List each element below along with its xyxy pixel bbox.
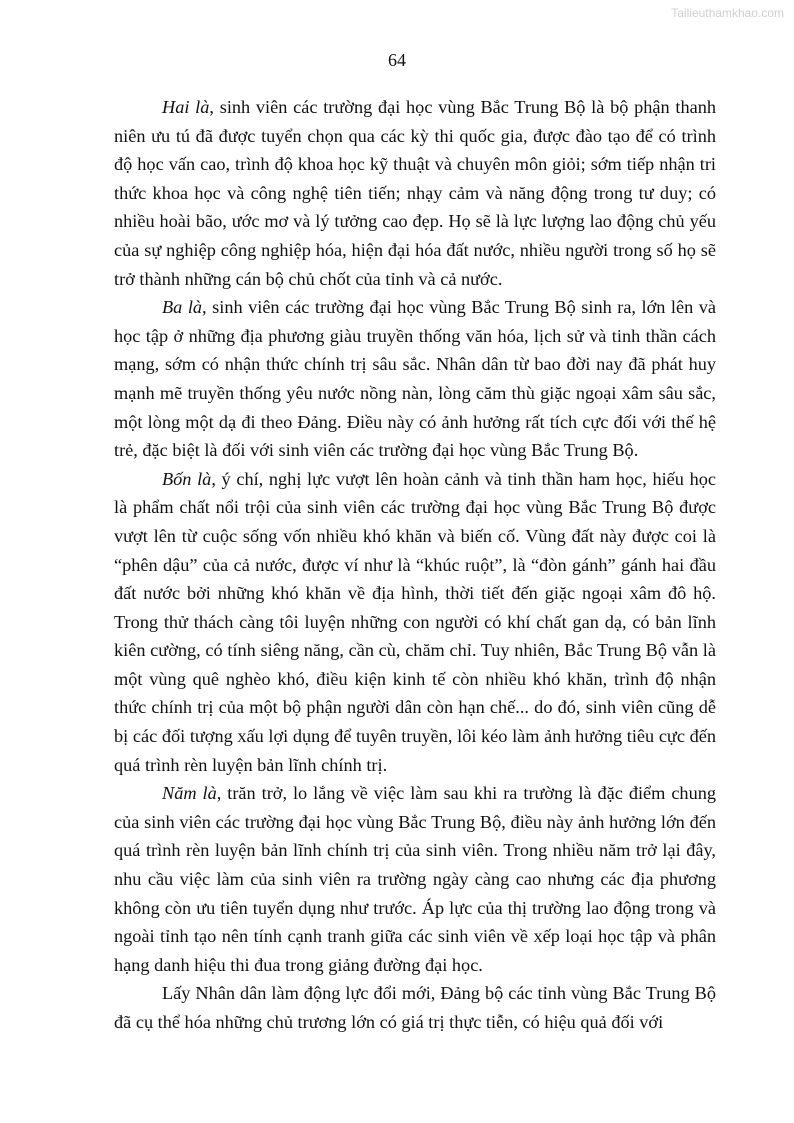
paragraph-lead: Ba là bbox=[162, 297, 203, 318]
paragraph-nam-la bbox=[114, 779, 716, 979]
paragraph-lead: Bốn là bbox=[162, 468, 212, 489]
paragraph-lead: Hai là bbox=[162, 97, 210, 117]
paragraph-text: , trăn trở, lo lắng về việc làm sau khi ra trường là đặc điểm chung của sinh viên các trường đại học vùng Bắc Trung Bộ, điều này ảnh hưởng lớn đến quá trình rèn luyện bản lĩnh chính trị của sinh viên. Trong nhiều năm trở lại đây, nhu cầu việc làm của sinh viên ra trường ngày càng cao nhưng các địa phương không còn ưu tiên tuyển dụng như trước. Áp lực của thị trường lao động trong và ngoài tỉnh tạo nên tính cạnh tranh giữa các sinh viên về xếp loại học tập và phân hạng danh hiệu thi đua trong giảng đường đại học. bbox=[114, 783, 716, 975]
paragraph-bon-la bbox=[114, 465, 716, 780]
paragraph-text: Lấy Nhân dân làm động lực đổi mới, Đảng bộ các tỉnh vùng Bắc Trung Bộ đã cụ thể hóa những chủ trương lớn có giá trị thực tiễn, có hiệu quả đối với bbox=[114, 983, 716, 1032]
paragraph-text: , ý chí, nghị lực vượt lên hoàn cảnh và tinh thần ham học, hiếu học là phẩm chất nổi trội của sinh viên các trường đại học vùng Bắc Trung Bộ được vượt lên từ cuộc sống vốn nhiều khó khăn và biến cố. Vùng đất này được coi là “phên dậu” của cả nước, được ví như là “khúc ruột”, là “đòn gánh” gánh hai đầu đất nước bởi những khó khăn về địa hình, thời tiết đến giặc ngoại xâm đô hộ. Trong thử thách càng tôi luyện những con người có khí chất gan dạ, có bản lĩnh kiên cường, có tính siêng năng, cần cù, chăm chỉ. Tuy nhiên, Bắc Trung Bộ vẫn là một vùng quê nghèo khó, điều kiện kinh tế còn nhiều khó khăn, trình độ nhận thức chính trị của một bộ phận người dân còn hạn chế... do đó, sinh viên cũng dễ bị các đối tượng xấu lợi dụng để tuyên truyền, lôi kéo làm ảnh hưởng tiêu cực đến quá trình rèn luyện bản lĩnh chính trị. bbox=[114, 468, 716, 775]
paragraph-hai-la bbox=[114, 93, 716, 293]
paragraph-ba-la bbox=[114, 293, 716, 465]
paragraph-conclusion bbox=[114, 979, 716, 1036]
document-body bbox=[114, 93, 716, 1037]
page-number: 64 bbox=[388, 50, 406, 70]
paragraph-lead: Năm là bbox=[162, 783, 217, 804]
paragraph-text: , sinh viên các trường đại học vùng Bắc Trung Bộ là bộ phận thanh niên ưu tú đã được tuyển chọn qua các kỳ thi quốc gia, được đào tạo để có trình độ học vấn cao, trình độ khoa học kỹ thuật và chuyên môn giỏi; sớm tiếp nhận tri thức khoa học và công nghệ tiên tiến; nhạy cảm và năng động trong tư duy; có nhiều hoài bão, ước mơ và lý tưởng cao đẹp. Họ sẽ là lực lượng lao động chủ yếu của sự nghiệp công nghiệp hóa, hiện đại hóa đất nước, nhiều người trong số họ sẽ trở thành những cán bộ chủ chốt của tỉnh và cả nước. bbox=[114, 97, 716, 289]
watermark: Tailieuthamkhao.com bbox=[671, 6, 784, 20]
paragraph-text: , sinh viên các trường đại học vùng Bắc Trung Bộ sinh ra, lớn lên và học tập ở những địa phương giàu truyền thống văn hóa, lịch sử và tinh thần cách mạng, sớm có nhận thức chính trị sâu sắc. Nhân dân từ bao đời nay đã phát huy mạnh mẽ truyền thống yêu nước nồng nàn, lòng căm thù giặc ngoại xâm sâu sắc, một lòng một dạ đi theo Đảng. Điều này có ảnh hưởng rất tích cực đối với thế hệ trẻ, đặc biệt là đối với sinh viên các trường đại học vùng Bắc Trung Bộ. bbox=[114, 297, 716, 461]
